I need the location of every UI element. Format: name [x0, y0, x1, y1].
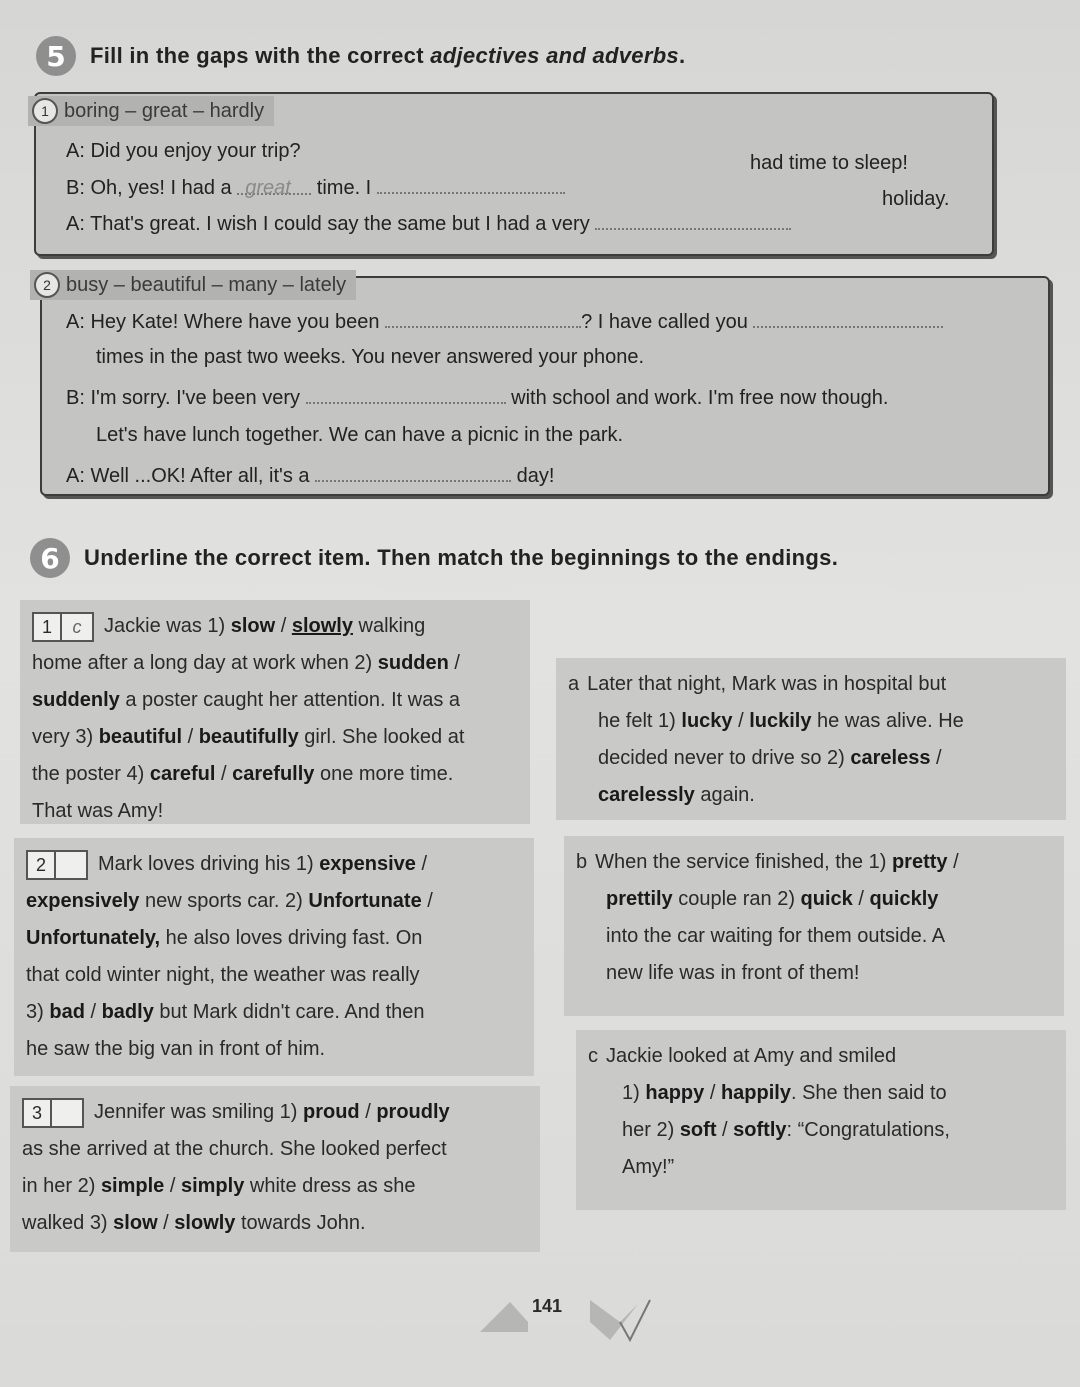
option[interactable]: slowly [174, 1212, 236, 1234]
ending-letter: c [588, 1045, 598, 1067]
item-number: 2 [34, 272, 60, 298]
word-bank-words: boring – great – hardly [64, 99, 265, 122]
filled-answer: great [245, 177, 291, 199]
option[interactable]: badly [101, 1001, 154, 1023]
exercise-title: Fill in the gaps with the correct adjectives and adverbs. [90, 43, 686, 68]
gap[interactable] [306, 386, 506, 404]
option[interactable]: carefully [232, 763, 315, 785]
option[interactable]: slow [113, 1212, 158, 1234]
option[interactable]: prettily [606, 888, 673, 910]
exercise-6-header [30, 538, 838, 578]
beginning-1: 1 c Jackie was 1) slow / slowly walking home after a long day at work when 2) sudden / suddenly a poster caught her attention. It was a very 3) beautiful / beautifully girl. She looked at the poster 4) careful / carefully one more time. That was Amy! [20, 600, 530, 824]
option[interactable]: quick [800, 888, 853, 910]
page-number: 141 [532, 1296, 563, 1316]
option[interactable]: happily [720, 1082, 791, 1104]
dialogue-line: A: Hey Kate! Where have you been ? I have called you [66, 310, 943, 334]
option[interactable]: suddenly [32, 689, 120, 711]
exercise-title: Underline the correct item. Then match the beginnings to the endings. [84, 545, 839, 570]
option[interactable]: quickly [869, 888, 939, 910]
option[interactable]: luckily [749, 710, 812, 732]
footer-decoration [470, 1282, 670, 1342]
item-number: 1 [32, 98, 58, 124]
option[interactable]: sudden [377, 652, 449, 674]
exercise-number: 6 [30, 538, 70, 578]
dialogue-line: B: I'm sorry. I've been very with school and work. I'm free now though. [66, 387, 889, 409]
dialogue-line: A: That's great. I wish I could say the same but I had a very [66, 212, 791, 236]
exercise-5-header [36, 36, 685, 76]
word-bank-words: busy – beautiful – many – lately [66, 273, 347, 296]
ending-letter: b [576, 851, 588, 873]
dialogue-line: Let's have lunch together. We can have a picnic in the park. [96, 424, 624, 446]
ending-b: b When the service finished, the 1) pretty / prettily couple ran 2) quick / quickly into the car waiting for them outside. A new life was in front of them! [564, 836, 1064, 1016]
gap[interactable] [315, 464, 511, 482]
ending-letter: a [568, 673, 580, 695]
option[interactable]: slow [230, 615, 276, 637]
dialogue-line: B: Oh, yes! I had a great time. I [66, 176, 565, 200]
option[interactable]: proud [302, 1101, 360, 1123]
match-box[interactable]: 3 [22, 1098, 84, 1128]
option[interactable]: careless [850, 747, 931, 769]
ending-a: a Later that night, Mark was in hospital but he felt 1) lucky / luckily he was alive. He decided never to drive so 2) careless / carelessly again. [556, 658, 1066, 820]
option[interactable]: beautiful [98, 726, 183, 748]
gap[interactable] [237, 177, 311, 199]
option[interactable]: proudly [376, 1101, 450, 1123]
dialogue-line: times in the past two weeks. You never answered your phone. [96, 346, 645, 368]
option[interactable]: expensive [319, 853, 416, 875]
option[interactable]: expensively [26, 890, 140, 912]
word-bank-2 [30, 270, 356, 300]
option[interactable]: simple [100, 1175, 165, 1197]
option[interactable]: soft [679, 1119, 717, 1141]
option[interactable]: softly [733, 1119, 787, 1141]
option[interactable]: happy [645, 1082, 705, 1104]
gap[interactable] [595, 212, 791, 230]
match-box[interactable]: 2 [26, 850, 88, 880]
gap[interactable] [385, 310, 581, 328]
option[interactable]: pretty [891, 851, 948, 873]
beginning-3: 3 Jennifer was smiling 1) proud / proudly as she arrived at the church. She looked perfect in her 2) simple / simply white dress as she walked 3) slow / slowly towards John. [10, 1086, 540, 1252]
gap[interactable] [377, 176, 565, 194]
option[interactable]: carelessly [598, 784, 695, 806]
gap[interactable] [753, 310, 943, 328]
option[interactable]: lucky [681, 710, 733, 732]
option[interactable]: Unfortunately, [26, 927, 161, 949]
option-underlined[interactable]: slowly [291, 615, 353, 637]
option[interactable]: Unfortunate [308, 890, 422, 912]
option[interactable]: bad [49, 1001, 85, 1023]
dialogue-line: A: Well ...OK! After all, it's a day! [66, 465, 555, 487]
beginning-2: 2 Mark loves driving his 1) expensive / expensively new sports car. 2) Unfortunate / Unfortunately, he also loves driving fast. On that cold winter night, the weather was really 3) bad / badly but Mark didn't care. And then he saw the big van in front of him. [14, 838, 534, 1076]
option[interactable]: careful [149, 763, 216, 785]
dialogue-line-end: holiday. [882, 188, 950, 210]
match-box[interactable]: 1 c [32, 612, 94, 642]
ending-c: c Jackie looked at Amy and smiled 1) happy / happily. She then said to her 2) soft / softly: “Congratulations, Amy!” [576, 1030, 1066, 1210]
dialogue-line-end: had time to sleep! [750, 152, 908, 174]
word-bank-1 [28, 96, 274, 126]
option[interactable]: beautifully [198, 726, 299, 748]
option[interactable]: simply [180, 1175, 245, 1197]
exercise-number: 5 [36, 36, 76, 76]
dialogue-line: A: Did you enjoy your trip? [66, 140, 301, 162]
